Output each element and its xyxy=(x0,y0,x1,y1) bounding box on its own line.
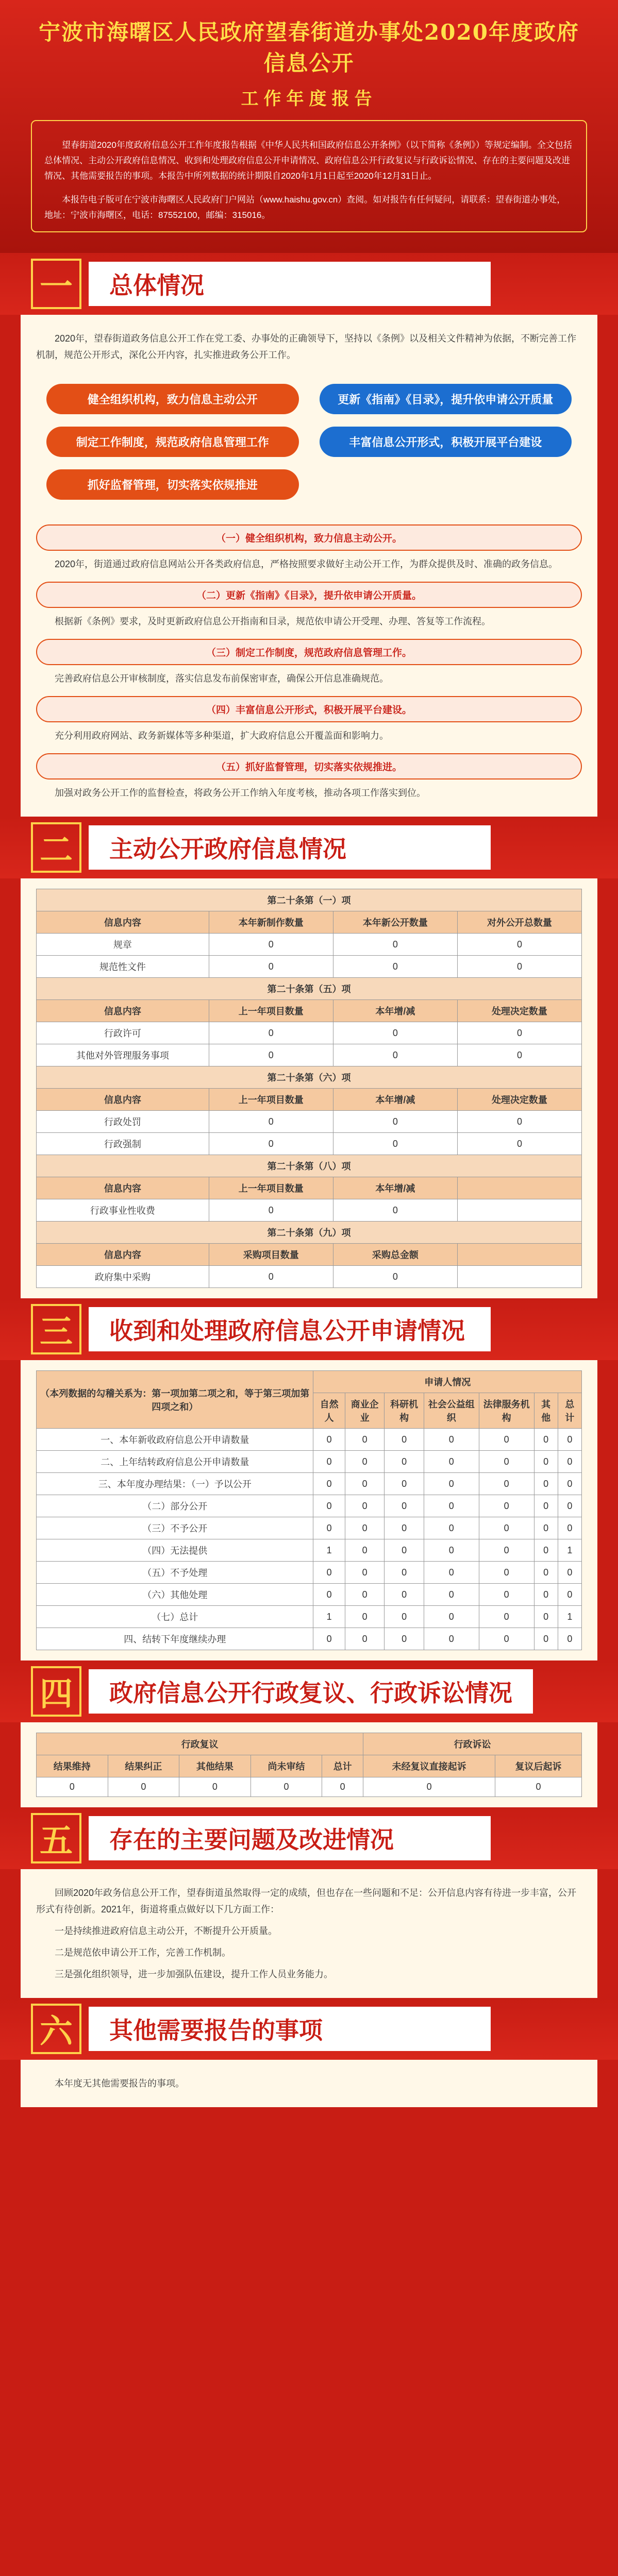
app-cell: 1 xyxy=(558,1606,581,1628)
proactive-cell: 0 xyxy=(333,1266,457,1288)
app-row-label: 一、本年新收政府信息公开申请数量 xyxy=(37,1429,313,1451)
proactive-cell: 0 xyxy=(457,1044,581,1066)
proactive-cell: 规范性文件 xyxy=(37,956,209,978)
item-4-text: 充分利用政府网站、政务新媒体等多种渠道，扩大政府信息公开覆盖面和影响力。 xyxy=(55,731,389,741)
proactive-cell: 0 xyxy=(209,956,333,978)
section-2-title: 主动公开政府信息情况 xyxy=(89,825,491,870)
app-cell: 0 xyxy=(345,1628,385,1650)
app-cell: 0 xyxy=(534,1473,558,1495)
proactive-cell: 0 xyxy=(457,1133,581,1155)
app-cell: 0 xyxy=(345,1451,385,1473)
problem-1: 一是持续推进政府信息主动公开，不断提升公开质量。 xyxy=(55,1926,277,1936)
app-cell: 0 xyxy=(385,1628,424,1650)
review-col-header: 其他结果 xyxy=(179,1755,251,1777)
app-cell: 0 xyxy=(385,1562,424,1584)
problems xyxy=(21,1869,597,1998)
app-cell: 0 xyxy=(385,1451,424,1473)
proactive-cell: 0 xyxy=(209,1022,333,1044)
review-col-header: 尚未审结 xyxy=(250,1755,322,1777)
app-cell: 0 xyxy=(479,1473,534,1495)
app-cell: 1 xyxy=(313,1539,345,1562)
pill-1: 健全组织机构，致力信息主动公开 xyxy=(46,384,299,414)
app-cell: 0 xyxy=(313,1562,345,1584)
section-5-head xyxy=(0,1807,618,1869)
app-cell: 0 xyxy=(424,1562,479,1584)
section-4-title: 政府信息公开行政复议、行政诉讼情况 xyxy=(89,1669,533,1714)
app-cell: 0 xyxy=(313,1628,345,1650)
app-cell: 0 xyxy=(345,1584,385,1606)
review-cell: 0 xyxy=(363,1777,495,1797)
app-cell: 0 xyxy=(534,1429,558,1451)
review-h-1: 行政诉讼 xyxy=(363,1733,582,1755)
hero xyxy=(0,0,618,253)
review-col-header: 总计 xyxy=(322,1755,363,1777)
intro-text: 望春街道2020年度政府信息公开工作年度报告根据《中华人民共和国政府信息公开条例》（以下简称《条例》）等规定编制。全文包括总体情况、主动公开政府信息情况、收到和处理政府信息公开申请情况、政府信息公开行政复议与行政诉讼情况、存在的主要问题及改进情况、其他需要报告的事项。本报告中所列数据的统计期限自2020年1月1日起至2020年12月31日止。 xyxy=(44,140,572,181)
app-h1: 申请人情况 xyxy=(313,1371,582,1393)
proactive-label: 第二十条第（六）项 xyxy=(37,1066,582,1089)
proactive-col-header: 本年增/减 xyxy=(333,1000,457,1022)
item-1-text: 2020年，街道通过政府信息网站公开各类政府信息，严格按照要求做好主动公开工作，为群众提供及时、准确的政务信息。 xyxy=(55,559,558,569)
app-cell: 0 xyxy=(479,1562,534,1584)
app-cell: 0 xyxy=(534,1606,558,1628)
app-row-label: 三、本年度办理结果：（一）予以公开 xyxy=(37,1473,313,1495)
item-5-text: 加强对政务公开工作的监督检查，将政务公开工作纳入年度考核，推动各项工作落实到位。 xyxy=(55,788,426,798)
proactive-cell: 0 xyxy=(457,934,581,956)
proactive-cell: 0 xyxy=(209,1044,333,1066)
app-cell: 0 xyxy=(345,1429,385,1451)
review xyxy=(21,1722,597,1807)
proactive-col-header: 处理决定数量 xyxy=(457,1000,581,1022)
app-row-label: （二）部分公开 xyxy=(37,1495,313,1517)
app-note: （本列数据的勾稽关系为：第一项加第二项之和，等于第三项加第四项之和） xyxy=(37,1371,313,1429)
review-col-header: 结果维持 xyxy=(37,1755,108,1777)
section-4-head xyxy=(0,1660,618,1722)
proactive-col-header: 采购总金额 xyxy=(333,1244,457,1266)
app-row-label: （三）不予公开 xyxy=(37,1517,313,1539)
app-cell: 0 xyxy=(558,1473,581,1495)
app-cell: 0 xyxy=(385,1584,424,1606)
proactive-col-header xyxy=(457,1177,581,1199)
proactive-label: 第二十条第（九）项 xyxy=(37,1222,582,1244)
app-cell: 0 xyxy=(345,1473,385,1495)
intro-box xyxy=(31,120,587,232)
section-3-head xyxy=(0,1298,618,1360)
proactive-col-header: 对外公开总数量 xyxy=(457,911,581,934)
app-cell: 0 xyxy=(424,1628,479,1650)
app-cell: 0 xyxy=(534,1495,558,1517)
section-4-num: 四 xyxy=(31,1666,81,1717)
section-6-title: 其他需要报告的事项 xyxy=(89,2007,491,2051)
app-cell: 0 xyxy=(479,1451,534,1473)
proactive-cell: 其他对外管理服务事项 xyxy=(37,1044,209,1066)
proactive-cell: 0 xyxy=(333,1111,457,1133)
proactive-cell: 0 xyxy=(457,1111,581,1133)
app-cell: 0 xyxy=(385,1495,424,1517)
item-3-text: 完善政府信息公开审核制度，落实信息发布前保密审查，确保公开信息准确规范。 xyxy=(55,673,389,684)
app-row-label: 四、结转下年度继续办理 xyxy=(37,1628,313,1650)
app-cell: 0 xyxy=(534,1584,558,1606)
app-cell: 0 xyxy=(558,1451,581,1473)
proactive-label: 第二十条第（一）项 xyxy=(37,889,582,911)
proactive-col-header: 信息内容 xyxy=(37,1177,209,1199)
section-5-num: 五 xyxy=(31,1813,81,1863)
app-cell: 0 xyxy=(424,1429,479,1451)
app-col-header: 商业企业 xyxy=(345,1393,385,1429)
app-cell: 0 xyxy=(479,1517,534,1539)
overview-para: 2020年，望春街道政务信息公开工作在党工委、办事处的正确领导下，坚持以《条例》以及相关文件精神为依据，不断完善工作机制，规范公开形式，深化公开内容，扎实推进政务公开工作。 xyxy=(36,333,577,360)
app-cell: 0 xyxy=(313,1429,345,1451)
proactive-cell: 行政事业性收费 xyxy=(37,1199,209,1222)
review-col-header: 结果纠正 xyxy=(108,1755,179,1777)
proactive-col-header: 信息内容 xyxy=(37,1000,209,1022)
proactive-col-header: 本年增/减 xyxy=(333,1089,457,1111)
app-row-label: （五）不予处理 xyxy=(37,1562,313,1584)
proactive-cell: 0 xyxy=(209,1133,333,1155)
proactive-cell: 0 xyxy=(209,1111,333,1133)
app-cell: 0 xyxy=(424,1495,479,1517)
review-cell: 0 xyxy=(250,1777,322,1797)
section-1-num: 一 xyxy=(31,259,81,309)
proactive-col-header: 处理决定数量 xyxy=(457,1089,581,1111)
other xyxy=(21,2060,597,2107)
proactive-cell: 0 xyxy=(457,956,581,978)
proactive xyxy=(21,878,597,1298)
app-cell: 0 xyxy=(558,1584,581,1606)
proactive-cell: 0 xyxy=(333,934,457,956)
app-col-header: 法律服务机构 xyxy=(479,1393,534,1429)
app-cell: 0 xyxy=(385,1473,424,1495)
review-col-header: 未经复议直接起诉 xyxy=(363,1755,495,1777)
proactive-cell: 规章 xyxy=(37,934,209,956)
app-cell: 0 xyxy=(345,1495,385,1517)
app-cell: 0 xyxy=(424,1473,479,1495)
proactive-cell: 政府集中采购 xyxy=(37,1266,209,1288)
proactive-col-header: 本年新公开数量 xyxy=(333,911,457,934)
app-cell: 0 xyxy=(479,1606,534,1628)
app-cell: 0 xyxy=(479,1584,534,1606)
problems-para: 回顾2020年政务信息公开工作，望春街道虽然取得一定的成绩，但也存在一些问题和不足：公开信息内容有待进一步丰富，公开形式有待创新。2021年，街道将重点做好以下几方面工作： xyxy=(36,1888,577,1914)
section-3-num: 三 xyxy=(31,1304,81,1354)
app-cell: 0 xyxy=(479,1429,534,1451)
app-col-header: 总计 xyxy=(558,1393,581,1429)
app-cell: 0 xyxy=(345,1606,385,1628)
proactive-col-header: 本年新制作数量 xyxy=(209,911,333,934)
proactive-cell: 行政许可 xyxy=(37,1022,209,1044)
item-2-head: （二）更新《指南》《目录》，提升依申请公开质量。 xyxy=(36,582,582,608)
proactive-col-header: 上一年项目数量 xyxy=(209,1000,333,1022)
app-cell: 1 xyxy=(313,1606,345,1628)
app-cell: 0 xyxy=(558,1517,581,1539)
app-cell: 0 xyxy=(385,1539,424,1562)
app-col-header: 科研机构 xyxy=(385,1393,424,1429)
applications xyxy=(21,1360,597,1660)
pill-5: 抓好监督管理，切实落实依规推进 xyxy=(46,469,299,500)
app-cell: 0 xyxy=(558,1495,581,1517)
app-col-header: 其他 xyxy=(534,1393,558,1429)
problem-3: 三是强化组织领导，进一步加强队伍建设，提升工作人员业务能力。 xyxy=(55,1969,333,1979)
proactive-col-header: 采购项目数量 xyxy=(209,1244,333,1266)
app-cell: 0 xyxy=(424,1451,479,1473)
app-cell: 0 xyxy=(385,1606,424,1628)
section-2-head xyxy=(0,817,618,878)
contact-text: 本报告电子版可在宁波市海曙区人民政府门户网站（www.haishu.gov.cn）查阅。如对报告有任何疑问，请联系：望春街道办事处，地址：宁波市海曙区，电话：87552100，邮编：315016。 xyxy=(44,195,566,220)
app-cell: 0 xyxy=(345,1562,385,1584)
item-5-head: （五）抓好监督管理，切实落实依规推进。 xyxy=(36,753,582,779)
section-1-head xyxy=(0,253,618,315)
app-cell: 0 xyxy=(385,1517,424,1539)
section-6-num: 六 xyxy=(31,2004,81,2054)
app-row-label: 二、上年结转政府信息公开申请数量 xyxy=(37,1451,313,1473)
review-table xyxy=(36,1733,582,1797)
review-cell: 0 xyxy=(108,1777,179,1797)
app-cell: 0 xyxy=(534,1628,558,1650)
review-cell: 0 xyxy=(37,1777,108,1797)
proactive-cell: 行政强制 xyxy=(37,1133,209,1155)
app-cell: 0 xyxy=(424,1606,479,1628)
proactive-cell xyxy=(457,1199,581,1222)
app-cell: 0 xyxy=(313,1517,345,1539)
app-cell: 0 xyxy=(424,1517,479,1539)
app-row-label: （四）无法提供 xyxy=(37,1539,313,1562)
overview xyxy=(21,315,597,817)
proactive-cell: 行政处罚 xyxy=(37,1111,209,1133)
proactive-col-header: 本年增/减 xyxy=(333,1177,457,1199)
section-6-head xyxy=(0,1998,618,2060)
app-cell: 1 xyxy=(558,1539,581,1562)
app-cell: 0 xyxy=(534,1539,558,1562)
proactive-col-header: 信息内容 xyxy=(37,1089,209,1111)
app-col-header: 社会公益组织 xyxy=(424,1393,479,1429)
proactive-cell: 0 xyxy=(209,934,333,956)
applications-table xyxy=(36,1370,582,1650)
proactive-cell: 0 xyxy=(333,1133,457,1155)
proactive-cell xyxy=(457,1266,581,1288)
item-1-head: （一）健全组织机构，致力信息主动公开。 xyxy=(36,524,582,551)
proactive-col-header: 信息内容 xyxy=(37,1244,209,1266)
app-cell: 0 xyxy=(345,1517,385,1539)
proactive-cell: 0 xyxy=(209,1199,333,1222)
page-title: 宁波市海曙区人民政府望春街道办事处2020年度政府信息公开 xyxy=(39,20,579,76)
app-cell: 0 xyxy=(534,1451,558,1473)
page-subtitle: 工作年度报告 xyxy=(241,89,377,109)
proactive-col-header: 信息内容 xyxy=(37,911,209,934)
app-row-label: （七）总计 xyxy=(37,1606,313,1628)
app-cell: 0 xyxy=(558,1429,581,1451)
app-cell: 0 xyxy=(345,1539,385,1562)
review-cell: 0 xyxy=(179,1777,251,1797)
section-2-num: 二 xyxy=(31,822,81,873)
item-3-head: （三）制定工作制度，规范政府信息管理工作。 xyxy=(36,639,582,665)
section-3-title: 收到和处理政府信息公开申请情况 xyxy=(89,1307,491,1351)
app-cell: 0 xyxy=(479,1628,534,1650)
proactive-table xyxy=(36,889,582,1288)
proactive-cell: 0 xyxy=(333,1044,457,1066)
app-cell: 0 xyxy=(558,1562,581,1584)
app-cell: 0 xyxy=(313,1584,345,1606)
proactive-cell: 0 xyxy=(333,956,457,978)
app-cell: 0 xyxy=(558,1628,581,1650)
app-row-label: （六）其他处理 xyxy=(37,1584,313,1606)
app-cell: 0 xyxy=(385,1429,424,1451)
app-cell: 0 xyxy=(313,1473,345,1495)
proactive-cell: 0 xyxy=(333,1199,457,1222)
proactive-cell: 0 xyxy=(457,1022,581,1044)
footer xyxy=(0,2107,618,2148)
app-cell: 0 xyxy=(479,1495,534,1517)
proactive-label: 第二十条第（八）项 xyxy=(37,1155,582,1177)
section-5-title: 存在的主要问题及改进情况 xyxy=(89,1816,491,1860)
proactive-label: 第二十条第（五）项 xyxy=(37,978,582,1000)
app-cell: 0 xyxy=(534,1517,558,1539)
other-text: 本年度无其他需要报告的事项。 xyxy=(55,2078,185,2089)
review-cell: 0 xyxy=(495,1777,582,1797)
app-cell: 0 xyxy=(313,1451,345,1473)
proactive-cell: 0 xyxy=(333,1022,457,1044)
section-1-title: 总体情况 xyxy=(89,262,491,306)
app-cell: 0 xyxy=(424,1539,479,1562)
proactive-cell: 0 xyxy=(209,1266,333,1288)
pill-4: 丰富信息公开形式，积极开展平台建设 xyxy=(320,427,572,457)
proactive-col-header: 上一年项目数量 xyxy=(209,1089,333,1111)
app-cell: 0 xyxy=(313,1495,345,1517)
app-cell: 0 xyxy=(424,1584,479,1606)
app-cell: 0 xyxy=(479,1539,534,1562)
review-cell: 0 xyxy=(322,1777,363,1797)
app-cell: 0 xyxy=(534,1562,558,1584)
review-col-header: 复议后起诉 xyxy=(495,1755,582,1777)
review-h-0: 行政复议 xyxy=(37,1733,363,1755)
item-2-text: 根据新《条例》要求，及时更新政府信息公开指南和目录，规范依申请公开受理、办理、答复等工作流程。 xyxy=(55,616,491,626)
pill-2: 更新《指南》《目录》，提升依申请公开质量 xyxy=(320,384,572,414)
pill-3: 制定工作制度，规范政府信息管理工作 xyxy=(46,427,299,457)
item-4-head: （四）丰富信息公开形式，积极开展平台建设。 xyxy=(36,696,582,722)
problem-2: 二是规范依申请公开工作，完善工作机制。 xyxy=(55,1947,231,1958)
proactive-col-header xyxy=(457,1244,581,1266)
overview-pills xyxy=(36,368,582,515)
app-col-header: 自然人 xyxy=(313,1393,345,1429)
proactive-col-header: 上一年项目数量 xyxy=(209,1177,333,1199)
